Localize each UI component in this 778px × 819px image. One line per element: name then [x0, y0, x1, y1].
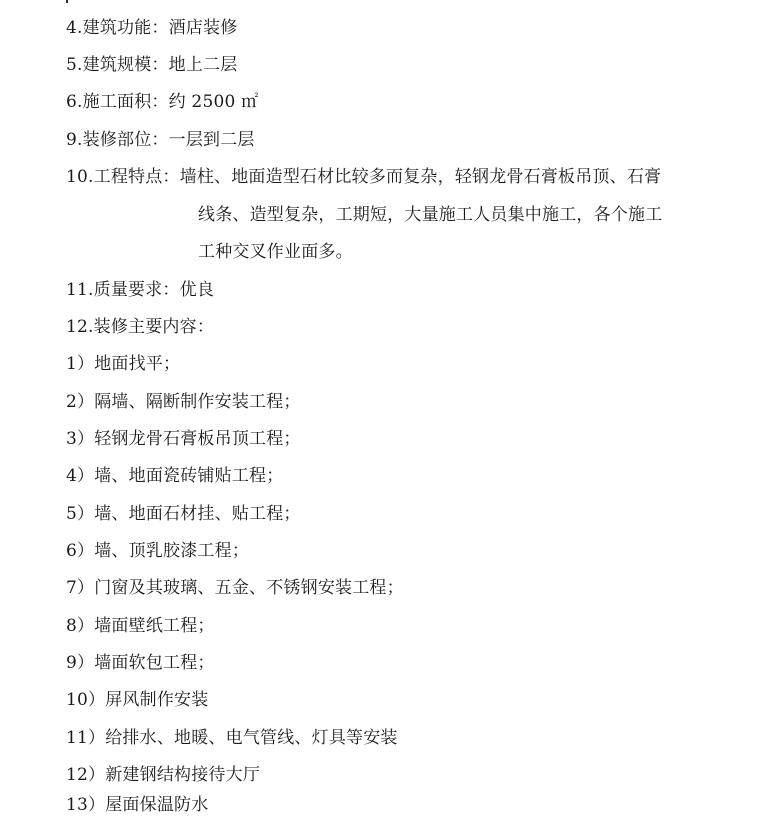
list-item: 13）屋面保温防水 [66, 795, 209, 815]
quality-requirement-line: 11.质量要求：优良 [66, 280, 215, 300]
decoration-location-line: 9.装修部位：一层到二层 [66, 130, 255, 150]
list-item: 1）地面找平； [66, 354, 181, 374]
project-features-continuation-2: 工种交叉作业面多。 [198, 242, 353, 262]
list-item: 8）墙面壁纸工程； [66, 616, 215, 636]
list-item: 10）屏风制作安装 [66, 690, 209, 710]
list-item: 9）墙面软包工程； [66, 653, 215, 673]
main-content-heading: 12.装修主要内容： [66, 317, 215, 337]
list-item: 7）门窗及其玻璃、五金、不锈钢安装工程； [66, 578, 404, 598]
construction-area-line: 6.施工面积：约 2500 ㎡ [66, 92, 259, 112]
building-function-line: 4.建筑功能：酒店装修 [66, 18, 238, 38]
project-features-continuation-1: 线条、造型复杂，工期短，大量施工人员集中施工，各个施工 [198, 205, 663, 225]
project-features-line: 10.工程特点：墙柱、地面造型石材比较多而复杂，轻钢龙骨石膏板吊顶、石膏 [66, 167, 662, 187]
cursor-mark [66, 0, 68, 3]
list-item: 12）新建钢结构接待大厅 [66, 765, 261, 785]
list-item: 3）轻钢龙骨石膏板吊顶工程； [66, 429, 301, 449]
list-item: 4）墙、地面瓷砖铺贴工程； [66, 466, 284, 486]
list-item: 11）给排水、地暖、电气管线、灯具等安装 [66, 728, 398, 748]
list-item: 6）墙、顶乳胶漆工程； [66, 541, 250, 561]
list-item: 2）隔墙、隔断制作安装工程； [66, 392, 301, 412]
building-scale-line: 5.建筑规模：地上二层 [66, 55, 238, 75]
list-item: 5）墙、地面石材挂、贴工程； [66, 504, 301, 524]
